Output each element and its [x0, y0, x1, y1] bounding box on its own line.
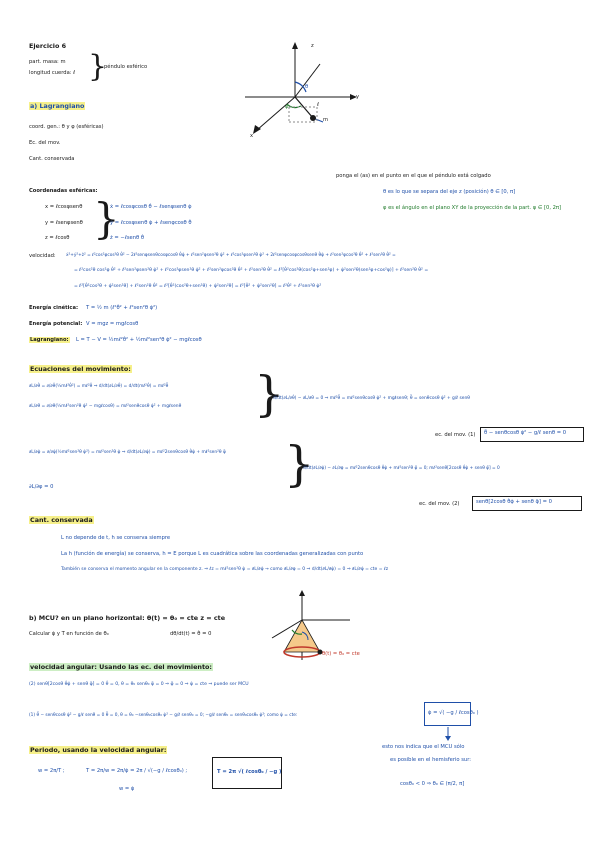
- coord-y: y = ℓsenφsenθ: [45, 220, 83, 226]
- omega-equals-phidot: w = φ̇: [119, 786, 135, 792]
- coords-brace: }: [93, 194, 120, 243]
- eq-theta-result: d/dt(∂L/∂θ̇) − ∂L/∂θ = 0 ⇒ mℓ²θ̈ = mℓ²senθcosθ φ̇² + mgℓsenθ; θ̈ = senθcosθ φ̇² + g/ℓ senθ: [273, 396, 470, 401]
- pendulum-label: péndulo esférico: [104, 64, 148, 70]
- eq-phi-1: ∂L/∂φ̇ = ∂/∂φ̇(½mℓ²sen²θ φ̇²) = mℓ²sen²θ φ̇ ⇒ d/dt(∂L/∂φ̇) = mℓ²2senθcosθ θ̇φ̇ + mℓ²sen²θ φ̈: [29, 450, 226, 455]
- period-title: [29, 747, 167, 753]
- part-b-title: b) MCU? en un plano horizontal: θ(t) = θ₀ = cte z = cte: [29, 614, 226, 622]
- phidot-result: φ̇ = √( −g / ℓcosθ₀ ): [428, 710, 479, 716]
- motion-eq-2: senθ[2cosθ θ̇φ̇ + senθ φ̈] = 0: [476, 499, 552, 505]
- length-label: longitud cuerda: ℓ: [29, 70, 76, 76]
- kinetic-energy: T = ½ m (ℓ²θ̇² + ℓ²sen²θ φ̇²): [86, 305, 158, 311]
- part-b-line-2: Calcular φ̇ y T en función de θ₀: [29, 631, 109, 637]
- lagrangian-label: [29, 337, 70, 343]
- angular-velocity-title-text: velocidad angular: Usando las ec. del movimiento:: [30, 663, 212, 671]
- lagrangian-label-text: Lagrangiano:: [30, 337, 69, 343]
- header-brace: }: [88, 49, 108, 84]
- period-title-text: Periodo, usando la velocidad angular:: [30, 746, 167, 754]
- coord-ydot: ẏ = ℓcosφsenθ φ̇ + ℓsenφcosθ θ̇: [110, 220, 192, 226]
- y-axis-label: y: [356, 94, 360, 100]
- theta-brace: }: [254, 366, 285, 422]
- velocity-line-3: = ℓ²[θ̇²cos²θ + φ̇²sen²θ] + ℓ²sen²θ θ̇² = ℓ²[θ̇²(cos²θ+sen²θ) + φ̇²sen²θ] = ℓ²[θ̇² + φ̇²sen²θ] = ℓ²θ̇² + ℓ²sen²θ φ̇²: [74, 284, 322, 289]
- lagrangian: L = T − V = ½mℓ²θ̇² + ½mℓ²sen²θ φ̇² − mgℓcosθ: [76, 337, 202, 343]
- mass-label: part. masa: m: [29, 59, 66, 65]
- spherical-coords-title: Coordenadas esféricas:: [29, 188, 98, 194]
- phi-brace: }: [284, 436, 315, 492]
- x-axis-label: x: [250, 133, 254, 139]
- omega-def: w = 2π/T ;: [38, 768, 65, 774]
- down-arrow-icon: [443, 727, 453, 741]
- phi-label: φ: [285, 104, 289, 110]
- velocity-label: velocidad:: [29, 253, 56, 259]
- period-result: T = 2π √( ℓcosθ₀ / −g ): [217, 769, 282, 775]
- velocity-line-1: ẋ²+ẏ²+ż² = ℓ²cos²φcos²θ θ̇² − 2ℓ²senφsenθcosφcosθ θ̇φ̇ + ℓ²sen²φsen²θ φ̇² + ℓ²cos²φsen²θ φ̇² + 2ℓ²senφcosφcosθsenθ θ̇φ̇ + ℓ²sen²φcos²θ θ̇² + ℓ²sen²θ θ̇² =: [66, 253, 396, 258]
- exercise-title: Ejercicio 6: [29, 42, 67, 50]
- coord-xdot: ẋ = ℓcosφcosθ θ̇ − ℓsenφsenθ φ̇: [110, 204, 192, 210]
- period-derivation: T = 2π/w = 2π/φ̇ = 2π / √(−g / ℓcosθ₀) ;: [86, 768, 188, 774]
- angular-velocity-title: [29, 664, 213, 670]
- motion-eq-label: Ec. del mov.: [29, 140, 61, 146]
- motion-eq-1: θ̈ − senθcosθ φ̇² − g/ℓ senθ = 0: [484, 430, 567, 436]
- potential-energy-label: Energía potencial:: [29, 321, 83, 327]
- conserved-qty-label: Cant. conservada: [29, 156, 75, 162]
- theta-const-label: θ(t) = θ₀ = cte: [322, 651, 360, 657]
- z-axis-label: z: [311, 43, 314, 49]
- eq-phi-result: d/dt(∂L/∂φ̇) − ∂L/∂φ = mℓ²2senθcosθ θ̇φ̇ + mℓ²sen²θ φ̈ = 0; mℓ²senθ[2cosθ θ̇φ̇ + senθ φ̈] = 0: [303, 466, 500, 471]
- motion-eq-2-label: ec. del mov. (2): [419, 501, 460, 507]
- mcu-eq-1: (1) θ̈ − senθcosθ φ̇² − g/ℓ senθ = 0 θ̈ = 0, θ = θ₀ −senθ₀cosθ₀ φ̇² − g/ℓ senθ₀ = 0; −g/ℓ senθ₀ = senθ₀cosθ₀ φ̇²; como φ̇ = cte:: [29, 713, 298, 718]
- angle-note-1: ponga el (as) en el punto en el que el péndulo está colgado: [336, 173, 491, 179]
- coord-zdot: ż = −ℓsenθ θ̇: [110, 235, 145, 241]
- velocity-line-2: = ℓ²cos²θ cos²φ θ̇² + ℓ²sen²φsen²θ φ̇² + ℓ²cos²φsen²θ φ̇² + ℓ²sen²φcos²θ θ̇² + ℓ²sen²θ θ̇² = ℓ²[θ̇²cos²θ(cos²φ+sen²φ) + φ̇²sen²θ(sen²φ+cos²φ)] + ℓ²sen²θ θ̇² =: [74, 268, 429, 273]
- part-b-line-2b: dθ/dt(t) = θ̇ = 0: [170, 631, 212, 637]
- conserved-line-3: También se conserva el momento angular en la componente z. ⇒ ℓz = mℓ²sen²θ φ̇ = ∂L/∂φ̇ → como ∂L/∂φ = 0 ⇒ d/dt(∂L/∂φ̇) = 0 ⇒ ∂L/∂φ̇ = cte = ℓz: [61, 567, 389, 572]
- mcu-note-3: cosθ₀ < 0 ⇒ θ₀ ∈ (π/2, π]: [400, 781, 465, 787]
- coord-x: x = ℓcosφsenθ: [45, 204, 83, 210]
- angle-note-3: φ es el ángulo en el plano XY de la proyección de la part. φ ∈ [0, 2π]: [383, 205, 562, 211]
- part-a-title-text: a) Lagrangiano: [30, 102, 85, 110]
- kinetic-energy-label: Energía cinética:: [29, 305, 79, 311]
- part-a-title: [29, 103, 85, 109]
- mcu-eq-2: (2) senθ[2cosθ θ̇φ̇ + senθ φ̈] = 0 θ̇ = 0, θ = θ₀ senθ₀ φ̈ = 0 ⇒ φ̈ = 0 ⇒ φ̇ = cte ⇒ puede ser MCU: [29, 682, 249, 687]
- potential-energy: V = mgz = mgℓcosθ: [86, 321, 139, 327]
- conserved-line-1: L no depende de t, h se conserva siempre: [61, 535, 171, 541]
- equations-title-text: Ecuaciones del movimiento:: [30, 365, 131, 373]
- mass-point-label: m: [323, 117, 329, 123]
- length-symbol-label: ℓ: [317, 102, 320, 108]
- conserved-line-2: La h (función de energía) se conserva, h = E porque L es cuadrática sobre las coordenadas generalizadas con punto: [61, 551, 364, 557]
- eq-phi-2: ∂L/∂φ = 0: [29, 484, 54, 490]
- equations-title: [29, 366, 132, 372]
- motion-eq-1-label: ec. del mov. (1): [435, 432, 476, 438]
- coord-z: z = ℓcosθ: [45, 235, 70, 241]
- theta-label: θ: [305, 84, 309, 90]
- eq-theta-1: ∂L/∂θ̇ = ∂/∂θ̇(½mℓ²θ̇²) = mℓ²θ̇ ⇒ d/dt(∂L/∂θ̇) = d/dt(mℓ²θ̇) = mℓ²θ̈: [29, 384, 169, 389]
- pendulum-3d-diagram: [245, 42, 360, 140]
- conserved-title: [29, 517, 94, 523]
- mcu-note-1: esto nos indica que el MCU sólo: [382, 744, 465, 750]
- mcu-note-2: es posible en el hemisferio sur:: [390, 757, 472, 763]
- angle-note-2: θ es lo que se separa del eje z (posición) θ ∈ [0, π]: [383, 189, 516, 195]
- generalized-coords: coord. gen.: θ y φ (esféricas): [29, 124, 104, 130]
- conserved-title-text: Cant. conservada: [30, 516, 93, 524]
- eq-theta-2: ∂L/∂θ = ∂/∂θ(½mℓ²sen²θ φ̇² − mgℓcosθ) = mℓ²senθcosθ φ̇² + mgℓsenθ: [29, 404, 182, 409]
